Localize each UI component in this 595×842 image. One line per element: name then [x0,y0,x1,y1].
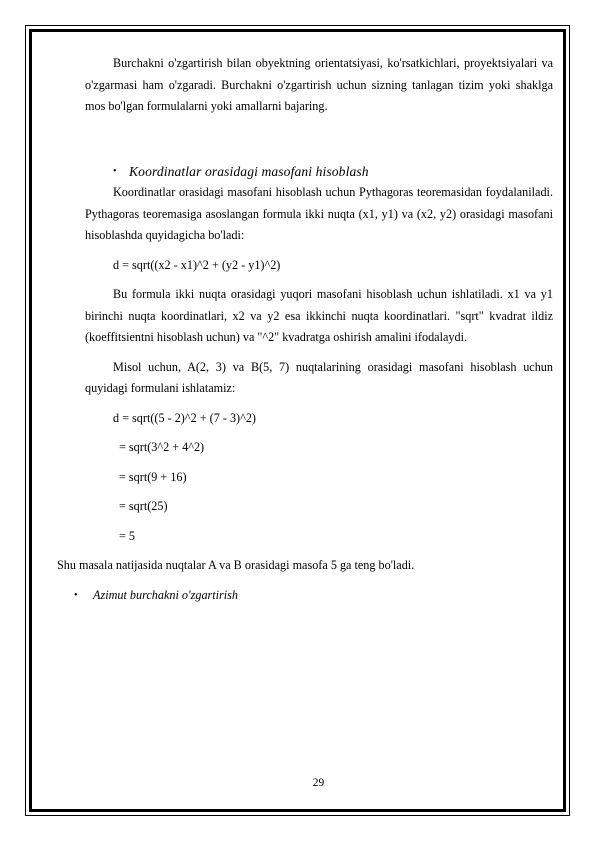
page-number: 29 [312,777,325,789]
heading-coordinates [85,161,553,183]
general-formula: d = sqrt((x2 - x1)^2 + (y2 - y1)^2) [113,257,281,272]
bullet-icon: • [113,165,117,177]
bullet-icon: • [74,589,78,601]
conclusion-paragraph: Shu masala natijasida nuqtalar A va B orasidagi masofa 5 ga teng bo'ladi. [57,558,415,572]
pythagoras-paragraph: Koordinatlar orasidagi masofani hisoblash uchun Pythagoras teoremasidan foydalaniladi. Pythagoras teoremasiga asoslangan formula ikki nuqta (x1, y1) va (x2, y2) orasidagi masofani hisoblashda quyidagicha bo'ladi: [85,185,553,242]
page-content [57,53,553,606]
formula-step: = sqrt(25) [119,499,168,513]
heading-azimuth-text: Azimut burchakni o'zgartirish [93,587,239,602]
heading-coordinates-text: Koordinatlar orasidagi masofani hisoblash [129,163,369,179]
formula-step: = 5 [119,528,136,543]
intro-paragraph: Burchakni o'zgartirish bilan obyektning orientatsiyasi, ko'rsatkichlari, proyektsiyalari va o'zgarmasi ham o'zgaradi. Burchakni o'zgartirish uchun sizning tanlagan tizim yoki shaklga mos bo'lgan formulalarni yoki amallarni bajaring. [85,56,553,113]
formula-step: = sqrt(3^2 + 4^2) [119,440,205,454]
example-paragraph: Misol uchun, A(2, 3) va B(5, 7) nuqtalarining orasidagi masofani hisoblash uchun quyidagi formulani ishlatamiz: [85,359,553,395]
formula-step: = sqrt(9 + 16) [119,469,187,484]
heading-azimuth [57,585,553,607]
formula-step: d = sqrt((5 - 2)^2 + (7 - 3)^2) [113,410,256,425]
explanation-paragraph: Bu formula ikki nuqta orasidagi yuqori masofani hisoblash uchun ishlatiladi. x1 va y1 birinchi nuqta koordinatlari, x2 va y2 esa ikkinchi nuqta koordinatlari. "sqrt" kvadrat ildiz (koeffitsientni hisoblash uchun) va "^2" kvadratga oshirish amalini ifodalaydi. [85,287,553,344]
